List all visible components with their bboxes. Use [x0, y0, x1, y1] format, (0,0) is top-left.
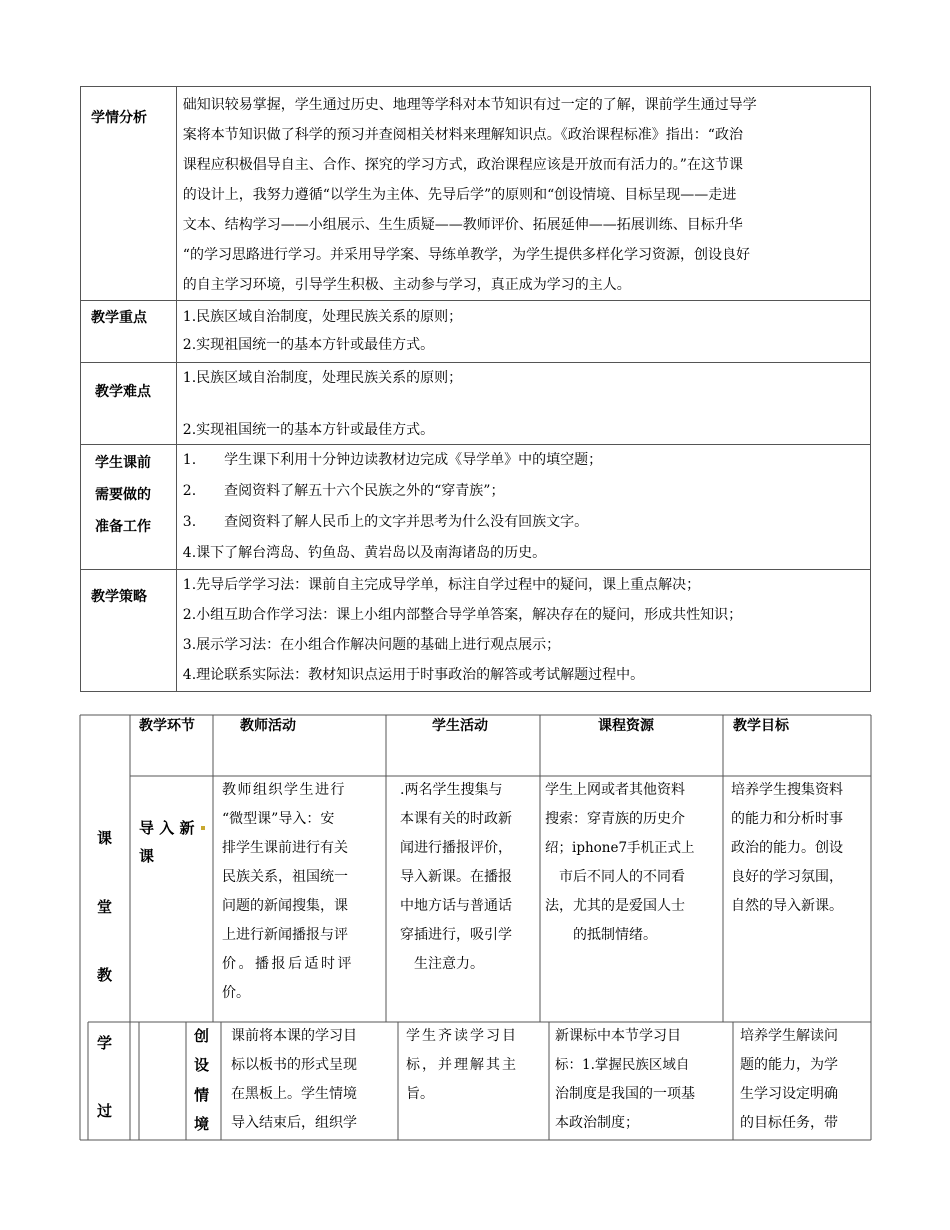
text-line: 标以板书的形式呈现: [231, 1057, 357, 1073]
text-line: 的目标任务，带: [740, 1115, 838, 1131]
text-line: 课程应积极倡导自主、合作、探究的学习方式，政治课程应该是开放而有活力的。”在这节课: [182, 157, 743, 173]
course-resource: [555, 1022, 731, 1138]
text-line: 2.实现祖国统一的基本方针或最佳方式。: [182, 337, 435, 353]
text-line: 的设计上，我努力遵循“以学生为主体、先导后学”的原则和“创设情境、目标呈现——走进: [182, 187, 737, 203]
text-line: 4.理论联系实际法：教材知识点运用于时事政治的解答或考试解题过程中。: [182, 667, 645, 683]
header-teacher: 教师活动: [240, 718, 296, 734]
text-line: 本课有关的时政新: [400, 811, 512, 827]
text-line: 1.民族区域自治制度，处理民族关系的原则；: [182, 309, 463, 325]
text-line: 价。播报后适时评: [222, 956, 354, 972]
text-line: 的能力和分析时事: [731, 811, 843, 827]
label-line: 教学重点: [91, 310, 147, 326]
text-line: 良好的学习氛围，: [731, 869, 843, 885]
marker-dot: [201, 826, 205, 830]
label-line: 教学策略: [91, 589, 147, 605]
side-label-char: 过: [97, 1102, 113, 1120]
stage-char: 创: [194, 1027, 210, 1045]
text-line: 4.课下了解台湾岛、钓鱼岛、黄岩岛以及南海诸岛的历史。: [182, 545, 547, 561]
text-line: “微型课”导入：安: [222, 811, 335, 827]
text-line: 2. 查阅资料了解五十六个民族之外的“穿青族”；: [182, 483, 505, 499]
text-line: 搜索：穿青族的历史介: [545, 811, 685, 827]
student-activity: [406, 1022, 546, 1109]
text-line: 自然的导入新课。: [731, 898, 843, 914]
text-line: 3.展示学习法：在小组合作解决问题的基础上进行观点展示；: [182, 637, 561, 653]
teaching-goal: [731, 776, 869, 921]
text-line: 旨。: [406, 1086, 434, 1102]
label-line: 学生课前: [95, 455, 151, 471]
text-line: 生学习设定明确: [740, 1086, 838, 1102]
text-line: 1.民族区域自治制度，处理民族关系的原则；: [182, 370, 463, 386]
text-line: 培养学生搜集资料: [731, 782, 843, 798]
text-line: 新课标中本节学习目: [555, 1028, 681, 1044]
stage-char: 境: [194, 1115, 210, 1133]
header-stage: 教学环节: [139, 718, 195, 734]
text-line: 案将本节知识做了科学的预习并查阅相关材料来理解知识点。《政治课程标准》指出：“政治: [182, 127, 743, 143]
text-line: 础知识较易掌握，学生通过历史、地理等学科对本节知识有过一定的了解，课前学生通过导学: [182, 97, 757, 113]
text-line: 导入结束后，组织学: [231, 1115, 357, 1131]
stage-char: 情: [194, 1086, 210, 1104]
text-line: 2.小组互助合作学习法：课上小组内部整合导学单答案，解决存在的疑问，形成共性知识；: [182, 607, 743, 623]
text-line: 导入新课。在播报: [400, 869, 512, 885]
text-line: 民族关系，祖国统一: [222, 869, 348, 885]
text-line: 的抵制情绪。: [545, 927, 657, 943]
text-line: .两名学生搜集与: [400, 782, 503, 798]
header-resource: 课程资源: [598, 718, 654, 734]
text-line: 的自主学习环境，引导学生积极、主动参与学习，真正成为学习的主人。: [182, 277, 631, 293]
text-line: 培养学生解读问: [740, 1028, 838, 1044]
text-line: 穿插进行，吸引学: [400, 927, 512, 943]
header-student: 学生活动: [432, 718, 488, 734]
text-line: 在黑板上。学生情境: [231, 1086, 357, 1102]
stage-label: 课: [139, 847, 155, 865]
course-resource: [545, 776, 721, 950]
label-line: 学情分析: [91, 110, 147, 126]
text-line: 学生上网或者其他资料: [545, 782, 685, 798]
text-line: 市后不同人的不同看: [545, 869, 685, 885]
text-line: 1. 学生课下利用十分钟边读教材边完成《导学单》中的填空题；: [182, 452, 603, 468]
text-line: “的学习思路进行学习。并采用导学案、导练单教学，为学生提供多样化学习资源，创设良好: [182, 247, 750, 263]
side-label-char: 学: [97, 1034, 113, 1052]
text-line: 绍；iphone7手机正式上: [545, 840, 695, 856]
text-line: 治制度是我国的一项基: [555, 1086, 695, 1102]
text-line: 闻进行播报评价，: [400, 840, 512, 856]
stage-char: 设: [194, 1056, 210, 1074]
text-line: 2.实现祖国统一的基本方针或最佳方式。: [182, 422, 435, 438]
text-line: 本政治制度；: [555, 1115, 639, 1131]
label-line: 准备工作: [95, 519, 151, 535]
text-line: 标：1.掌握民族区域自: [555, 1057, 690, 1073]
text-line: 1.先导后学学习法：课前自主完成导学单，标注自学过程中的疑问，课上重点解决；: [182, 577, 701, 593]
teaching-goal: [740, 1022, 870, 1138]
text-line: 法，尤其的是爱国人士: [545, 898, 685, 914]
text-line: 课前将本课的学习目: [231, 1028, 357, 1044]
text-line: 学生齐读学习目: [406, 1028, 518, 1044]
side-label-char: 课: [97, 829, 113, 847]
label-line: 需要做的: [95, 487, 151, 503]
student-activity: [400, 776, 538, 979]
text-line: 教师组织学生进行: [222, 782, 346, 798]
label-line: 教学难点: [95, 384, 151, 400]
side-label-char: 教: [97, 966, 113, 984]
text-line: 问题的新闻搜集，课: [222, 898, 348, 914]
text-line: 文本、结构学习——小组展示、生生质疑——教师评价、拓展延伸——拓展训练、目标升华: [182, 217, 743, 233]
text-line: 标，并理解其主: [406, 1057, 518, 1073]
header-goal: 教学目标: [733, 718, 789, 734]
text-line: 排学生课前进行有关: [222, 840, 348, 856]
text-line: 3. 查阅资料了解人民币上的文字并思考为什么没有回族文字。: [182, 514, 589, 530]
teacher-activity: [231, 1022, 396, 1138]
text-line: 价。: [222, 985, 250, 1001]
text-line: 题的能力，为学: [740, 1057, 838, 1073]
text-line: 政治的能力。创设: [731, 840, 843, 856]
stage-label: 导 入 新: [139, 819, 195, 837]
text-line: 中地方话与普通话: [400, 898, 512, 914]
teacher-activity: [222, 776, 382, 1008]
text-line: 上进行新闻播报与评: [222, 927, 348, 943]
side-label-char: 堂: [97, 898, 113, 916]
text-line: 生注意力。: [400, 956, 484, 972]
